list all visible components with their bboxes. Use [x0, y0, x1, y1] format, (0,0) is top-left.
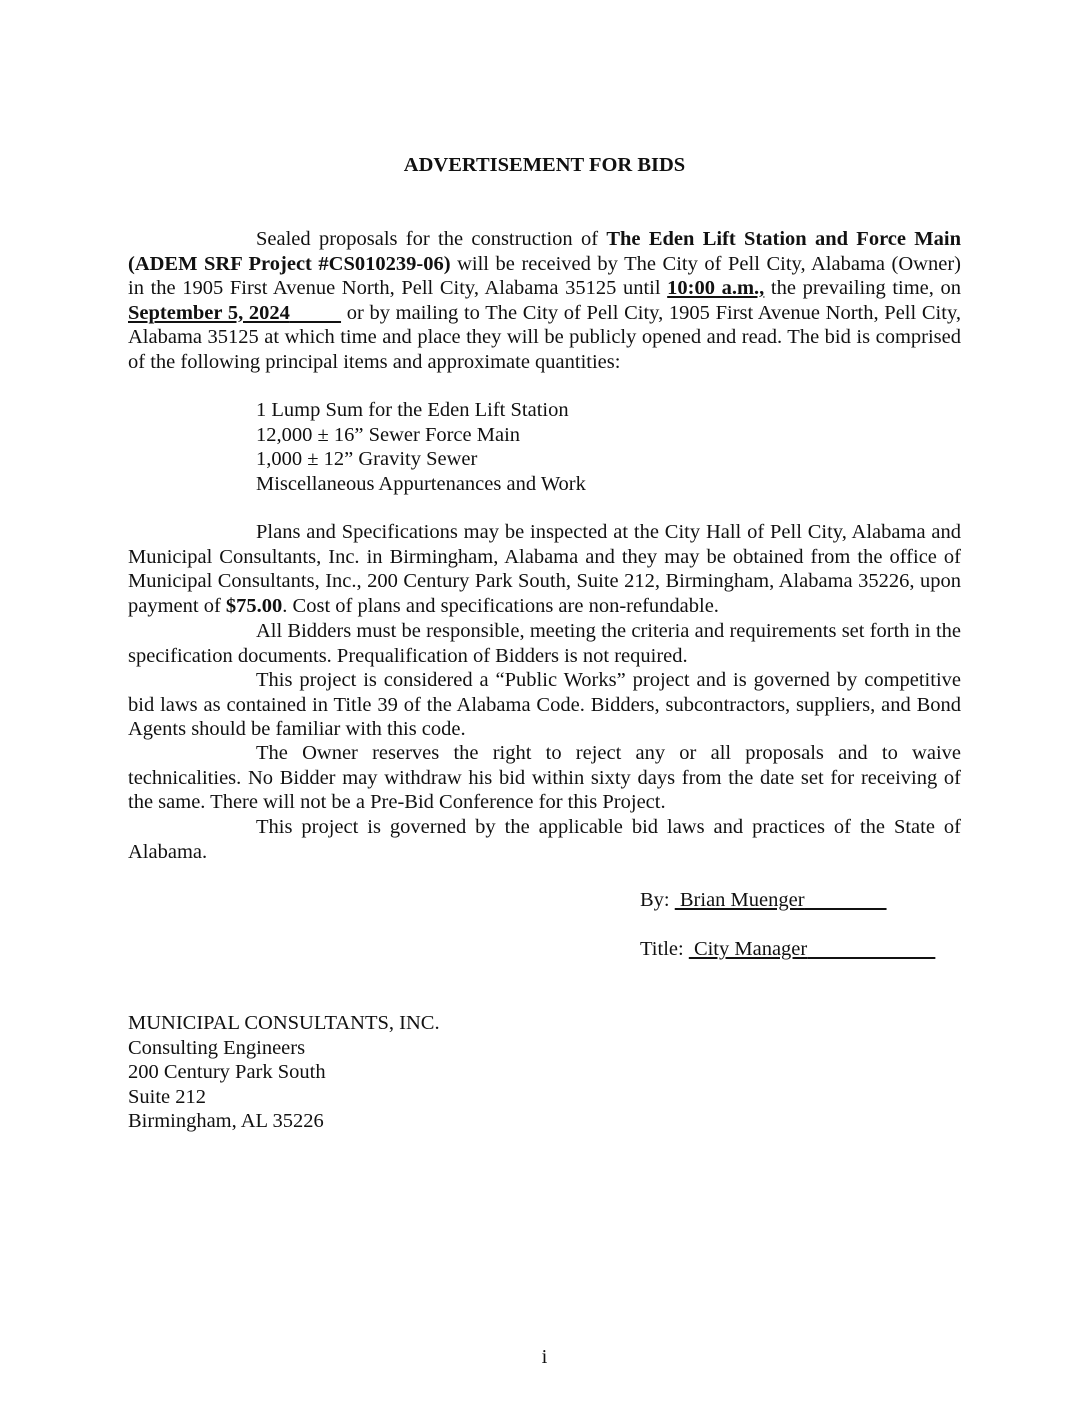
address-line: Suite 212	[128, 1085, 207, 1108]
document-page	[128, 0, 961, 1408]
title-value: City Manager	[688, 938, 808, 960]
reserves-paragraph	[128, 741, 961, 815]
address-line: 200 Century Park South	[128, 1061, 326, 1084]
signature-by-line	[640, 888, 887, 913]
bid-items-list	[256, 398, 586, 496]
bid-item: 12,000 ± 16” Sewer Force Main	[256, 423, 521, 446]
plans-fee: $75.00	[225, 594, 283, 617]
plans-text-1: Plans and Specifications may be inspected at the City Hall of Pell City, Alabama and Municipal Consultants, Inc. in Birmingham, Alabama and they may be obtained from the office of Municipal Consultants, Inc., 200 Century Park South, Suite 212, Birmingham, Alabama 35226, upon payment of	[128, 521, 961, 617]
intro-text-3: the prevailing time, on	[764, 277, 962, 299]
intro-text-2: will be received by The City of Pell City, Alabama (Owner) in the 1905 First Avenue North, Pell City, Alabama 35125 until	[128, 252, 961, 299]
address-line: Consulting Engineers	[128, 1036, 306, 1059]
by-value: Brian Muenger	[674, 889, 805, 911]
bid-date-blank	[290, 302, 341, 324]
bid-item: 1,000 ± 12” Gravity Sewer	[256, 448, 478, 470]
governed-paragraph	[128, 815, 961, 864]
plans-text-2: . Cost of plans and specifications are non-refundable.	[282, 594, 719, 617]
bidders-text: All Bidders must be responsible, meeting the criteria and requirements set forth in the specification documents. Prequalification of Bidders is not required.	[128, 620, 961, 667]
intro-text-1: Sealed proposals for the construction of	[256, 228, 607, 250]
bid-date: September 5, 2024	[128, 301, 290, 324]
public-works-text: This project is considered a “Public Works” project and is governed by competitive bid laws as contained in Title 39 of the Alabama Code. Bidders, subcontractors, suppliers, and Bond Agents should be familiar with this code.	[128, 669, 961, 740]
page-number: i	[541, 1346, 548, 1368]
consultant-address	[128, 1011, 440, 1134]
by-label: By:	[640, 889, 670, 911]
bid-time: 10:00 a.m.,	[667, 277, 765, 299]
bidders-paragraph	[128, 619, 961, 668]
plans-paragraph	[128, 520, 961, 618]
reserves-text: The Owner reserves the right to reject any or all proposals and to waive technicalities. No Bidder may withdraw his bid within sixty days from the date set for receiving of the same. There will not be a Pre-Bid Conference for this Project.	[128, 742, 961, 813]
bid-item: 1 Lump Sum for the Eden Lift Station	[256, 399, 569, 421]
signature-title-line	[640, 937, 935, 962]
governed-text: This project is governed by the applicable bid laws and practices of the State of Alabama.	[128, 816, 961, 863]
address-line: MUNICIPAL CONSULTANTS, INC.	[128, 1012, 440, 1034]
document-title: ADVERTISEMENT FOR BIDS	[403, 154, 686, 176]
bid-item: Miscellaneous Appurtenances and Work	[256, 472, 586, 495]
intro-paragraph	[128, 227, 961, 374]
title-label: Title:	[640, 938, 684, 960]
intro-text-4: or by mailing to The City of Pell City, 1905 First Avenue North, Pell City, Alabama 35125 at which time and place they will be publicly opened and read. The bid is comprised of the following principal items and approximate quantities:	[128, 301, 961, 373]
address-line: Birmingham, AL 35226	[128, 1110, 324, 1133]
project-name: The Eden Lift Station and Force Main (ADEM SRF Project #CS010239-06)	[128, 228, 961, 275]
public-works-paragraph	[128, 668, 961, 742]
